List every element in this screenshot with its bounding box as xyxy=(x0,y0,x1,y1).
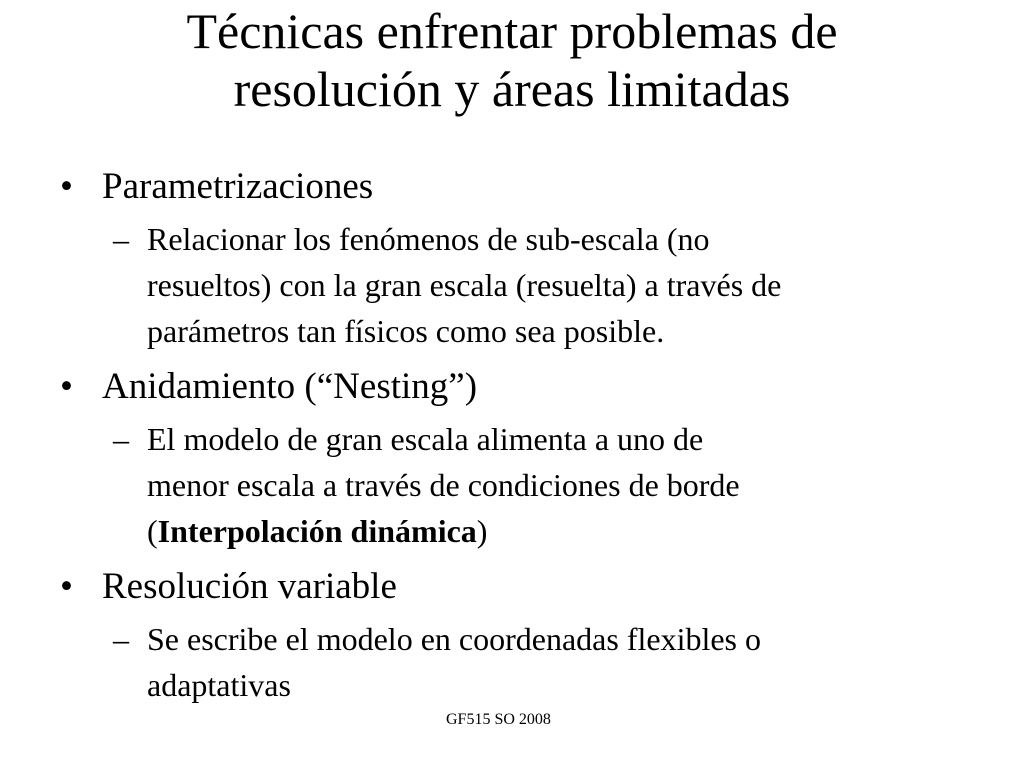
sub-marker: – xyxy=(113,621,129,657)
bullet-label: Anidamiento (“Nesting”) xyxy=(102,366,478,407)
bullet-item-anidamiento xyxy=(58,362,978,412)
sub-line-open-paren: ( xyxy=(147,513,158,549)
bullet-marker: • xyxy=(60,366,73,407)
sub-line: adaptativas xyxy=(147,667,291,703)
bullet-item-resolucion-variable xyxy=(58,562,978,612)
bullet-item-parametrizaciones xyxy=(58,162,978,212)
slide-title xyxy=(40,2,984,118)
sub-line-bold-term: Interpolación dinámica xyxy=(157,513,477,549)
sub-line: parámetros tan físicos como sea posible. xyxy=(147,313,665,349)
bullet-label: Resolución variable xyxy=(102,566,397,607)
sub-line: Se escribe el modelo en coordenadas flexibles o xyxy=(147,621,761,657)
sub-item-parametrizaciones xyxy=(58,216,978,354)
bullet-marker: • xyxy=(60,566,73,607)
bullet-marker: • xyxy=(60,166,73,207)
sub-line: menor escala a través de condiciones de borde xyxy=(147,467,740,503)
slide-footer: GF515 SO 2008 xyxy=(446,711,551,728)
slide-body xyxy=(58,162,978,708)
slide-title-line1: Técnicas enfrentar problemas de xyxy=(186,3,838,59)
sub-line-close-paren: ) xyxy=(476,513,488,549)
sub-item-anidamiento xyxy=(58,416,978,554)
sub-marker: – xyxy=(113,421,129,457)
bullet-label: Parametrizaciones xyxy=(102,166,374,207)
sub-line: resueltos) con la gran escala (resuelta) a través de xyxy=(147,267,782,303)
slide-title-line2: resolución y áreas limitadas xyxy=(233,61,791,117)
sub-item-resolucion-variable xyxy=(58,616,978,708)
sub-line: Relacionar los fenómenos de sub-escala (no xyxy=(147,221,710,257)
sub-marker: – xyxy=(113,221,129,257)
sub-line: El modelo de gran escala alimenta a uno de xyxy=(147,421,704,457)
